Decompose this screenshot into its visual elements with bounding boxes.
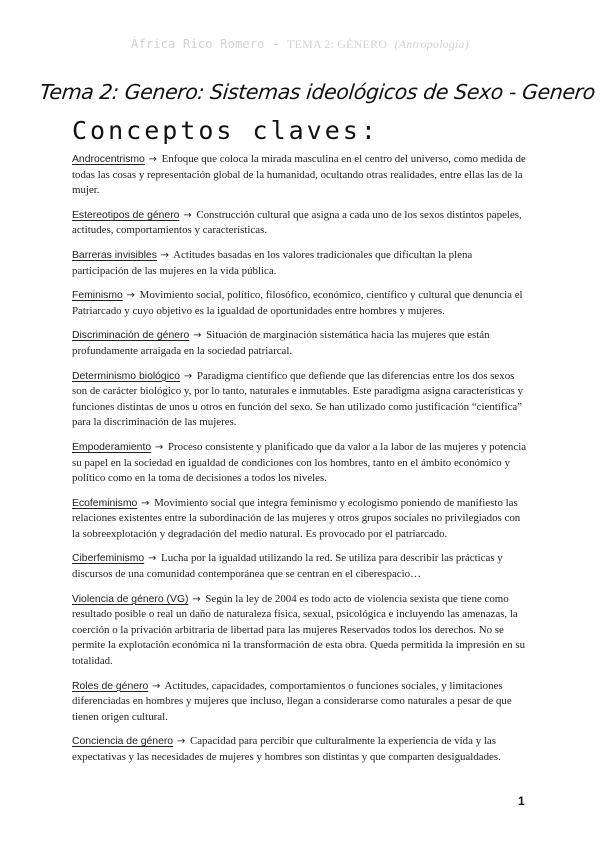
definition-item (72, 592, 528, 670)
arrow-icon: → (183, 209, 192, 221)
definition-item (72, 248, 528, 279)
header-author: África Rico Romero (131, 37, 265, 51)
definition-term: Feminismo (72, 290, 123, 302)
arrow-icon: → (141, 497, 150, 509)
definition-text: Enfoque que coloca la mirada masculina en el centro del universo, como medida de todas las cosas y representación global de la humanidad, ocultando otras realidades, entre ellas las de la mujer. (72, 153, 526, 197)
section-heading: Conceptos claves: (72, 116, 379, 145)
definition-term: Androcentrismo (72, 154, 145, 165)
definition-term: Ecofeminismo (72, 497, 138, 509)
page-number: 1 (518, 794, 525, 808)
arrow-icon: → (160, 249, 170, 261)
definition-text: Construcción cultural que asigna a cada uno de los sexos distintos papeles, actitudes, comportamientos y características. (72, 208, 522, 237)
definition-text: Lucha por la igualdad utilizando la red. Se utiliza para describir las prácticas y discursos de una comunidad contemporánea que se centran en el ciberespacio… (72, 552, 503, 581)
definition-text: Movimiento social que integra feminismo y ecologismo poniendo de manifiesto las relaciones existentes entre la subordinación de las mujeres y otros grupos sociales no privilegiados con la sobreexplotación y degradación del medio natural. Es provocado por el patriarcado. (72, 496, 521, 540)
definition-item (72, 369, 528, 431)
definition-term: Roles de género (72, 680, 149, 692)
definition-text: Movimiento social, político, filosófico, económico, científico y cultural que denuncia el Patriarcado y cuyo objetivo es la igualdad de oportunidades entre hombres y mujeres. (72, 289, 523, 317)
definition-item (72, 679, 528, 726)
definition-text: Según la ley de 2004 es todo acto de violencia sexista que tiene como resultado posible o real un daño de naturaleza física, sexual, psicológica e incluyendo las amenazas, la coerción o la privación arbitraria de libertad para las mujeres Reservados todos los derechos. No se permite la explotación económica ni la transformación de esta obra. Queda permitida la impresión en su totalidad. (72, 592, 526, 668)
header-course: TEMA 2: GÉNERO (287, 37, 388, 51)
definition-term: Empoderamiento (72, 441, 152, 453)
definition-item (72, 551, 528, 582)
definitions-list (72, 152, 528, 775)
header-subject: (Antropología) (394, 37, 469, 51)
page-header (0, 37, 600, 52)
arrow-icon: → (176, 736, 186, 748)
definition-text: Actitudes basadas en los valores tradicionales que dificultan la plena participación de las mujeres en la vida pública. (72, 248, 473, 277)
definition-text: Paradigma científico que defiende que las diferencias entre los dos sexos son de carácter biológico y, por lo tanto, naturales e inmutables. Este paradigma asigna características y funciones distintas de unos u otros en función del sexo. Se han utilizado como justificación “científica” para la discriminación de las mujeres. (72, 369, 524, 429)
arrow-icon: → (147, 553, 157, 565)
definition-term: Discriminación de género (72, 330, 190, 342)
definition-term: Ciberfeminismo (72, 553, 145, 565)
definition-item (72, 288, 528, 319)
definition-term: Barreras invisibles (72, 249, 157, 261)
definition-text: Situación de marginación sistemática hacia las mujeres que están profundamente arraigada en la sociedad patriarcal. (72, 329, 490, 357)
arrow-icon: → (154, 441, 164, 453)
arrow-icon: → (126, 290, 135, 302)
definition-text: Capacidad para percibir que culturalmente la experiencia de vida y las expectativas y las necesidades de mujeres y hombres son distintas y que comparten desigualdades. (72, 735, 501, 763)
arrow-icon: → (152, 680, 161, 692)
arrow-icon: → (183, 370, 193, 382)
definition-item (72, 208, 528, 239)
arrow-icon: → (192, 330, 202, 342)
definition-item (72, 496, 528, 543)
page-title: Tema 2: Genero: Sistemas ideológicos de Sexo - Genero (38, 80, 597, 104)
arrow-icon: → (192, 593, 201, 605)
definition-text: Proceso consistente y planificado que da valor a la labor de las mujeres y potencia su papel en la sociedad en igualdad de condiciones con los hombres, tanto en el ámbito económico y político como en la toma de decisiones a todos los niveles. (72, 440, 527, 485)
arrow-icon: → (148, 154, 157, 165)
definition-text: Actitudes, capacidades, comportamientos o funciones sociales, y limitaciones diferenciadas en hombres y mujeres que incluso, llegan a considerarse como naturales a pesar de que tienen origen cultural. (72, 679, 512, 723)
definition-item (72, 152, 528, 199)
definition-term: Determinismo biológico (72, 370, 180, 382)
definition-term: Estereotipos de género (72, 209, 180, 221)
definition-term: Conciencia de género (72, 736, 174, 748)
header-separator: - (272, 37, 280, 51)
definition-item (72, 328, 528, 359)
definition-item (72, 734, 528, 765)
definition-item (72, 440, 528, 487)
definition-term: Violencia de género (VG) (72, 593, 189, 605)
